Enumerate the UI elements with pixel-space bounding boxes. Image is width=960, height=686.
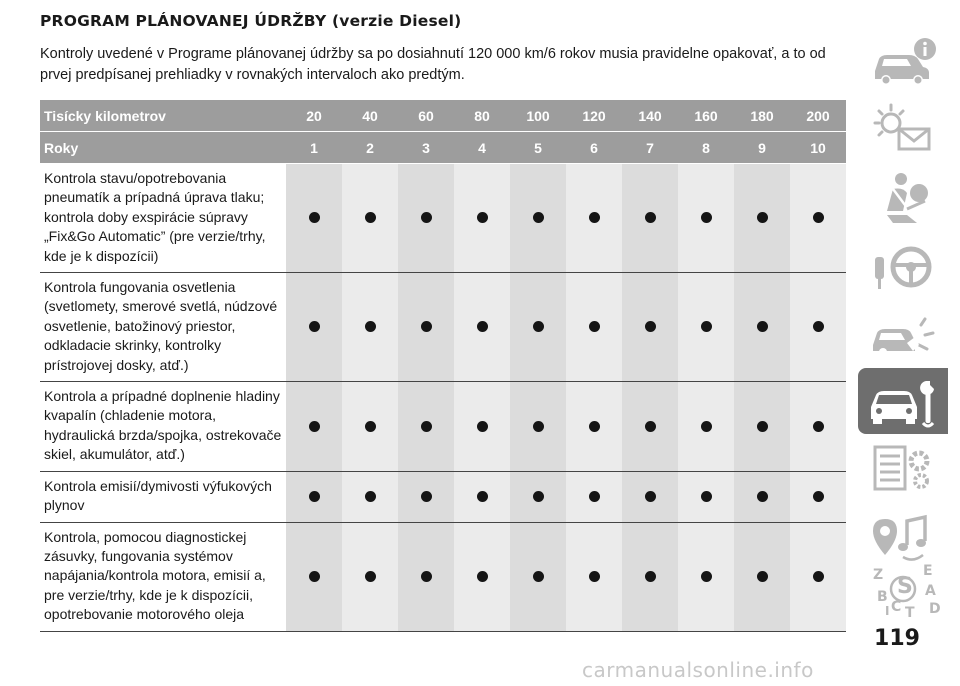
check-dot-icon: [813, 421, 824, 432]
interval-cell: [734, 471, 790, 522]
index-letter: D: [929, 601, 941, 617]
check-dot-icon: [309, 491, 320, 502]
header-value: 3: [398, 132, 454, 164]
check-description: Kontrola a prípadné doplnenie hladiny kvapalín (chladenie motora, hydraulická brzda/spojka, ostrekovače skiel, akumulátor, atď.): [40, 382, 286, 472]
check-dot-icon: [477, 212, 488, 223]
check-dot-icon: [533, 321, 544, 332]
airbag-seatbelt-icon: [863, 167, 943, 227]
check-dot-icon: [589, 421, 600, 432]
check-dot-icon: [701, 212, 712, 223]
car-wrench-maintenance-icon: [863, 371, 943, 431]
interval-cell: [454, 382, 510, 472]
interval-cell: [398, 382, 454, 472]
header-value: 120: [566, 100, 622, 132]
index-letter: T: [905, 605, 915, 621]
check-description: Kontrola, pomocou diagnostickej zásuvky, fungovania systémov napájania/kontrola motora, emisií a, pre verzie/trhy, kde je k dispozícii, opotrebovanie motorového oleja: [40, 522, 286, 631]
alphabetical-index-icon: [863, 561, 943, 621]
index-letter: I: [885, 604, 890, 618]
check-dot-icon: [421, 491, 432, 502]
interval-cell: [398, 164, 454, 273]
check-dot-icon: [365, 571, 376, 582]
car-crash-emergency-icon: [863, 303, 943, 363]
check-dot-icon: [813, 321, 824, 332]
nav-item-maintenance[interactable]: [858, 368, 948, 434]
interval-cell: [622, 382, 678, 472]
header-value: 5: [510, 132, 566, 164]
index-letter: B: [877, 589, 888, 605]
check-dot-icon: [813, 571, 824, 582]
interval-cell: [790, 273, 846, 382]
table-row: [40, 382, 846, 472]
nav-item-dashboard[interactable]: [858, 96, 948, 162]
check-dot-icon: [421, 571, 432, 582]
interval-cell: [454, 164, 510, 273]
interval-cell: [678, 164, 734, 273]
check-dot-icon: [533, 491, 544, 502]
check-dot-icon: [533, 421, 544, 432]
index-letter: A: [925, 583, 936, 599]
header-value: 160: [678, 100, 734, 132]
check-dot-icon: [589, 571, 600, 582]
interval-cell: [454, 273, 510, 382]
years-header-row: [40, 132, 846, 164]
interval-cell: [454, 471, 510, 522]
table-row: [40, 164, 846, 273]
chapter-nav: [858, 28, 948, 624]
interval-cell: [510, 164, 566, 273]
check-dot-icon: [645, 571, 656, 582]
interval-cell: [566, 273, 622, 382]
check-dot-icon: [701, 421, 712, 432]
interval-cell: [566, 471, 622, 522]
index-letter: E: [923, 563, 933, 579]
check-dot-icon: [309, 421, 320, 432]
interval-cell: [342, 522, 398, 631]
interval-cell: [566, 522, 622, 631]
header-value: 60: [398, 100, 454, 132]
check-description: Kontrola emisií/dymivosti výfukových plynov: [40, 471, 286, 522]
header-label: Roky: [40, 132, 286, 164]
header-value: 180: [734, 100, 790, 132]
table-row: [40, 471, 846, 522]
check-dot-icon: [589, 212, 600, 223]
interval-cell: [734, 273, 790, 382]
check-dot-icon: [421, 321, 432, 332]
header-value: 7: [622, 132, 678, 164]
check-dot-icon: [701, 571, 712, 582]
index-letter: S: [897, 574, 913, 599]
interval-cell: [622, 522, 678, 631]
watermark: carmanualsonline.info: [582, 658, 814, 682]
interval-cell: [678, 522, 734, 631]
interval-cell: [342, 471, 398, 522]
interval-cell: [342, 273, 398, 382]
interval-cell: [790, 522, 846, 631]
check-dot-icon: [757, 571, 768, 582]
nav-item-index[interactable]: [858, 558, 948, 624]
header-label: Tisícky kilometrov: [40, 100, 286, 132]
interval-cell: [342, 164, 398, 273]
header-value: 80: [454, 100, 510, 132]
check-dot-icon: [645, 321, 656, 332]
check-dot-icon: [645, 421, 656, 432]
index-letter: Z: [873, 567, 884, 583]
interval-cell: [510, 522, 566, 631]
check-dot-icon: [365, 321, 376, 332]
check-dot-icon: [309, 571, 320, 582]
nav-item-vehicle-info[interactable]: [858, 28, 948, 94]
check-dot-icon: [757, 491, 768, 502]
interval-cell: [454, 522, 510, 631]
interval-cell: [734, 164, 790, 273]
check-dot-icon: [589, 321, 600, 332]
interval-cell: [790, 471, 846, 522]
check-description: Kontrola stavu/opotrebovania pneumatík a prípadná úprava tlaku; kontrola doby exspirácie súpravy „Fix&Go Automatic” (pre verzie/trhy, kde je k dispozícii): [40, 164, 286, 273]
interval-cell: [678, 382, 734, 472]
nav-item-safety[interactable]: [858, 164, 948, 230]
interval-cell: [286, 471, 342, 522]
check-dot-icon: [589, 491, 600, 502]
nav-item-emergency[interactable]: [858, 300, 948, 366]
check-dot-icon: [477, 321, 488, 332]
header-value: 2: [342, 132, 398, 164]
header-value: 8: [678, 132, 734, 164]
header-value: 200: [790, 100, 846, 132]
interval-cell: [566, 164, 622, 273]
check-dot-icon: [421, 421, 432, 432]
interval-cell: [398, 273, 454, 382]
check-dot-icon: [365, 421, 376, 432]
car-info-icon: [863, 31, 943, 91]
header-value: 4: [454, 132, 510, 164]
check-dot-icon: [533, 571, 544, 582]
interval-cell: [398, 522, 454, 631]
interval-cell: [678, 273, 734, 382]
check-dot-icon: [645, 212, 656, 223]
interval-cell: [734, 522, 790, 631]
check-dot-icon: [813, 491, 824, 502]
check-dot-icon: [309, 212, 320, 223]
check-dot-icon: [477, 571, 488, 582]
interval-cell: [734, 382, 790, 472]
interval-cell: [510, 382, 566, 472]
header-value: 9: [734, 132, 790, 164]
specs-list-gears-icon: [863, 439, 943, 499]
intro-paragraph: Kontroly uvedené v Programe plánovanej údržby sa po dosiahnutí 120 000 km/6 rokov musia pravidelne opakovať, a to od prvej predpísanej prehliadky v rovnakých intervaloch ako predtým.: [40, 46, 826, 83]
header-value: 10: [790, 132, 846, 164]
header-value: 40: [342, 100, 398, 132]
interval-cell: [342, 382, 398, 472]
interval-cell: [790, 164, 846, 273]
interval-cell: [510, 471, 566, 522]
index-letter: C: [891, 599, 902, 615]
key-steering-wheel-icon: [863, 235, 943, 295]
check-dot-icon: [757, 212, 768, 223]
check-dot-icon: [813, 212, 824, 223]
page-number: 119: [874, 626, 920, 651]
check-dot-icon: [701, 321, 712, 332]
interval-cell: [510, 273, 566, 382]
check-dot-icon: [365, 212, 376, 223]
check-dot-icon: [645, 491, 656, 502]
check-dot-icon: [533, 212, 544, 223]
interval-cell: [398, 471, 454, 522]
interval-cell: [790, 382, 846, 472]
check-description: Kontrola fungovania osvetlenia (svetlomety, smerové svetlá, núdzové osvetlenie, batožinový priestor, odkladacie skrinky, kontrolky prístrojovej dosky, atď.): [40, 273, 286, 382]
check-dot-icon: [477, 491, 488, 502]
check-dot-icon: [309, 321, 320, 332]
km-header-row: [40, 100, 846, 132]
interval-cell: [286, 522, 342, 631]
interval-cell: [678, 471, 734, 522]
maintenance-table: [40, 100, 846, 632]
page-title: PROGRAM PLÁNOVANEJ ÚDRŽBY (verzie Diesel): [40, 12, 462, 30]
interval-cell: [566, 382, 622, 472]
interval-cell: [286, 382, 342, 472]
table-row: [40, 522, 846, 631]
interval-cell: [622, 273, 678, 382]
table-row: [40, 273, 846, 382]
header-value: 140: [622, 100, 678, 132]
warning-lights-envelope-icon: [863, 99, 943, 159]
check-dot-icon: [365, 491, 376, 502]
nav-item-starting-driving[interactable]: [858, 232, 948, 298]
header-value: 1: [286, 132, 342, 164]
check-dot-icon: [421, 212, 432, 223]
header-value: 6: [566, 132, 622, 164]
interval-cell: [622, 164, 678, 273]
interval-cell: [622, 471, 678, 522]
header-value: 100: [510, 100, 566, 132]
interval-cell: [286, 164, 342, 273]
check-dot-icon: [477, 421, 488, 432]
check-dot-icon: [701, 491, 712, 502]
header-value: 20: [286, 100, 342, 132]
interval-cell: [286, 273, 342, 382]
nav-item-technical-data[interactable]: [858, 436, 948, 502]
check-dot-icon: [757, 421, 768, 432]
check-dot-icon: [757, 321, 768, 332]
